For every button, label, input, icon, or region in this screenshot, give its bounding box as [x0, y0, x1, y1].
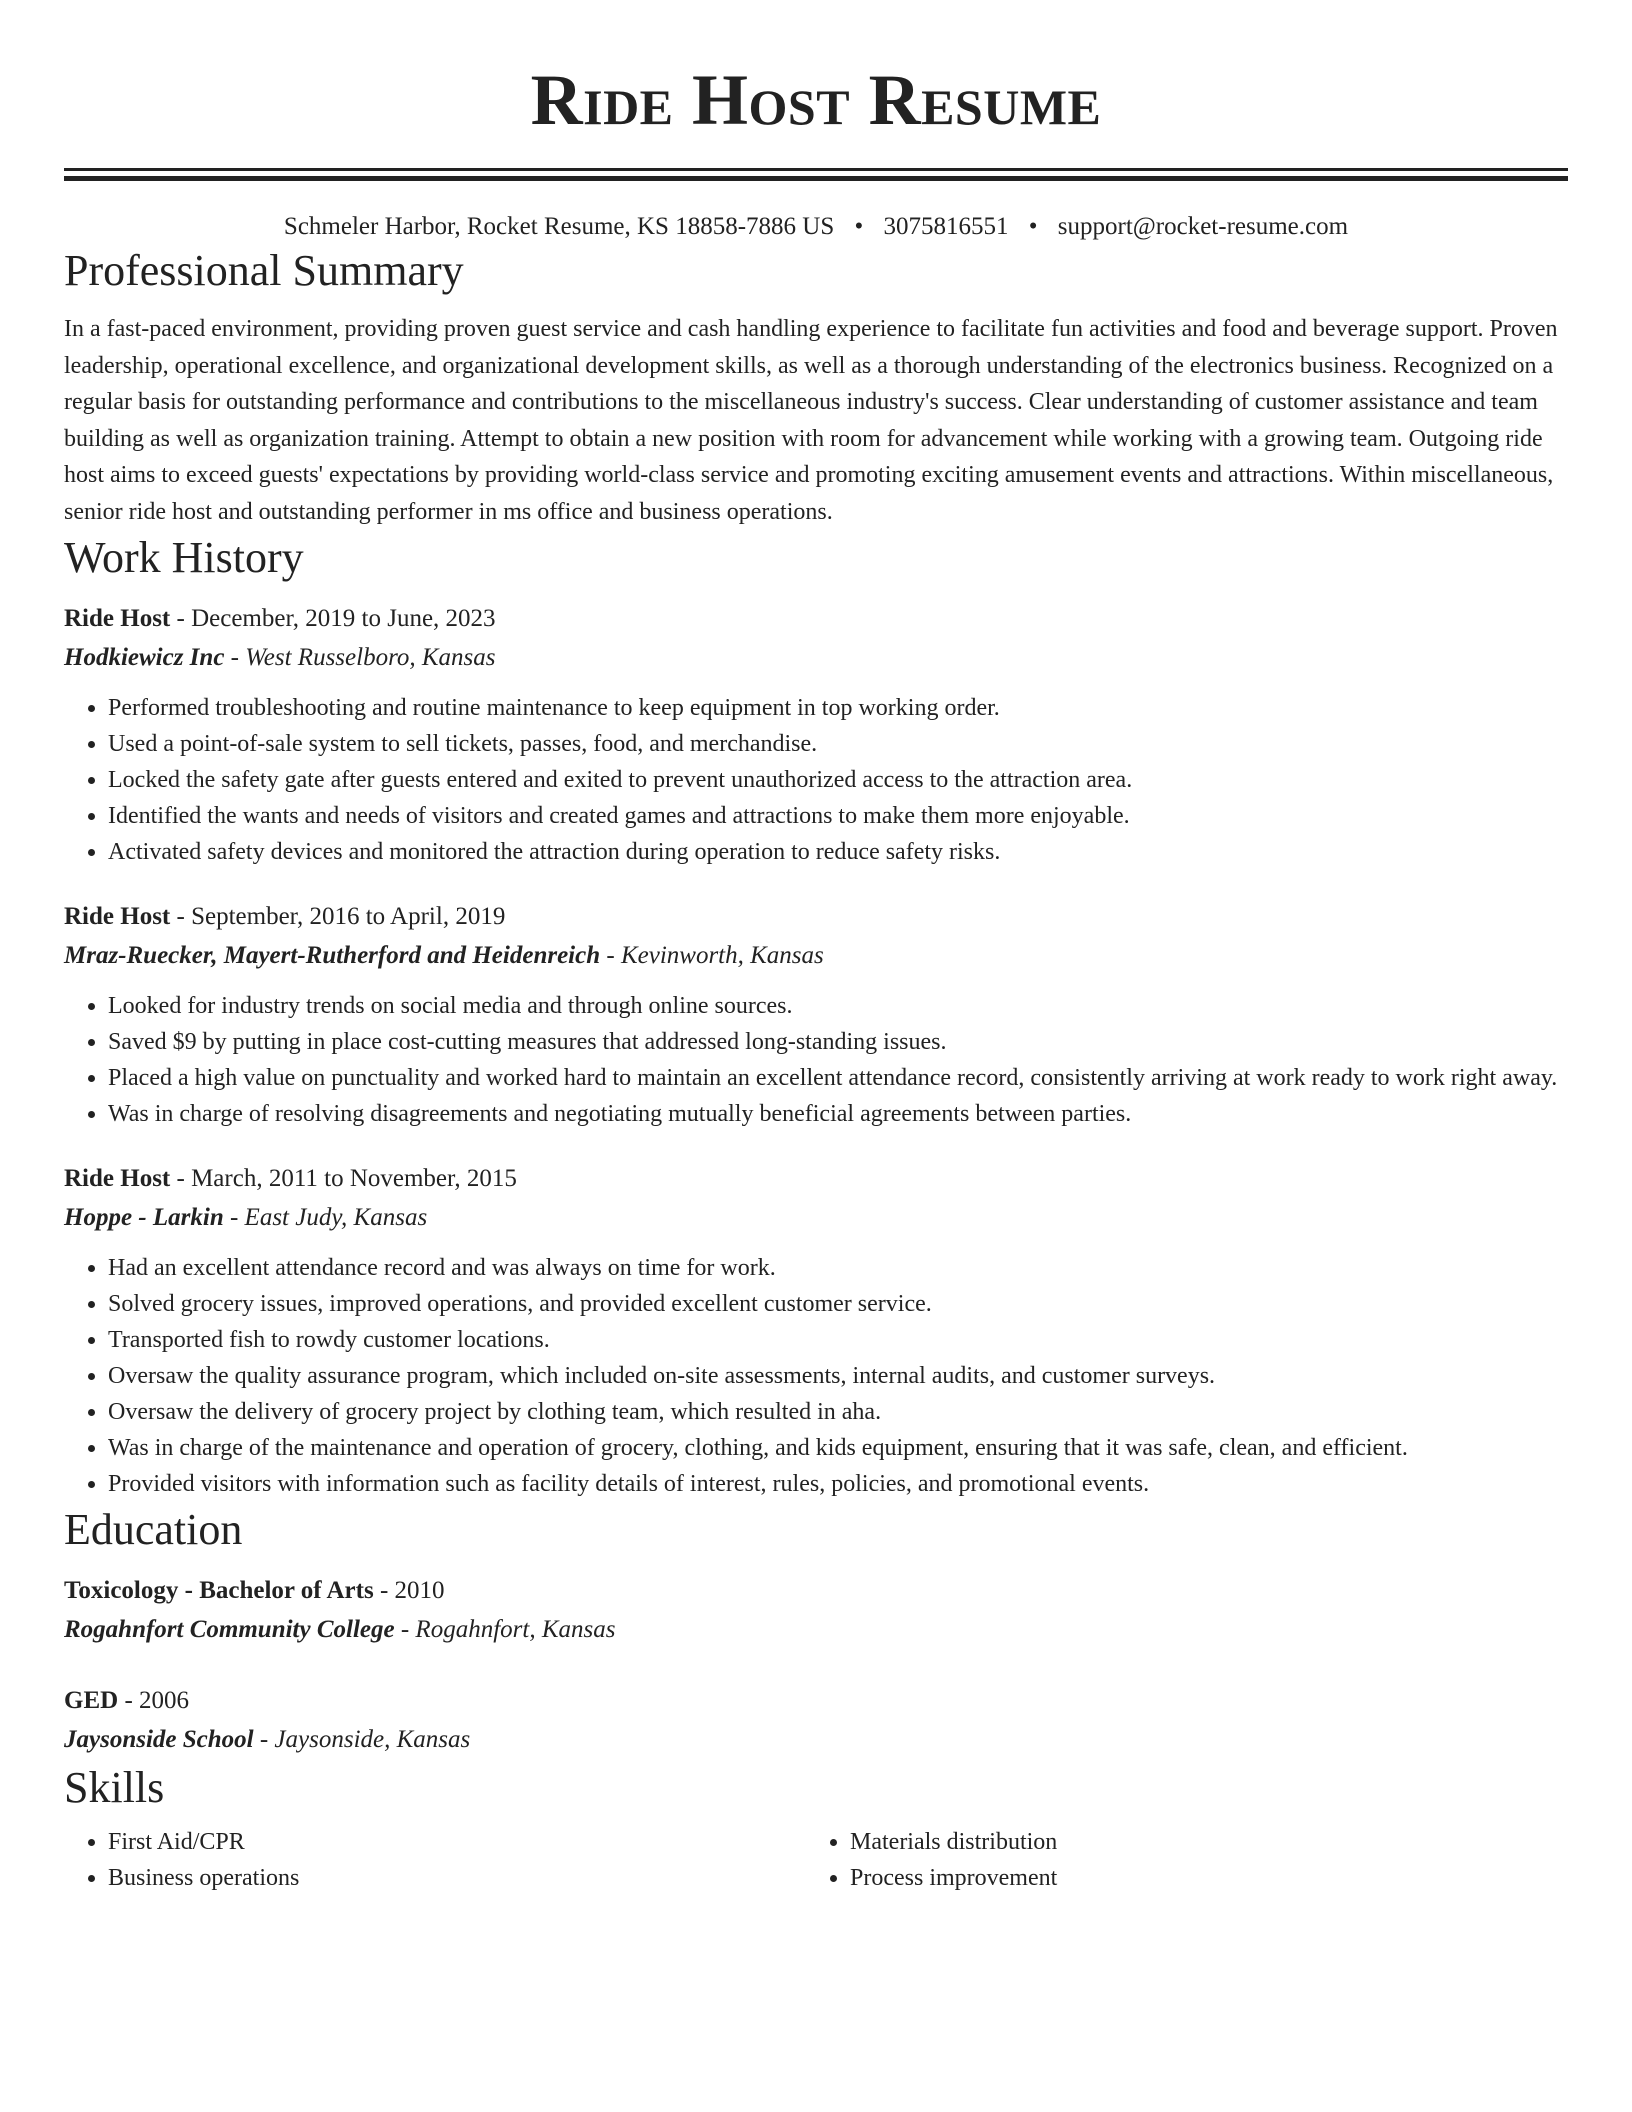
job-company-line — [64, 638, 1568, 678]
job-company: Mraz-Ruecker, Mayert-Rutherford and Heidenreich — [64, 942, 601, 969]
skill-item: • First Aid/CPR — [108, 1824, 806, 1860]
job-location: - Kevinworth, Kansas — [600, 942, 824, 969]
contact-phone: 3075816551 — [883, 213, 1009, 240]
job-duty: • Activated safety devices and monitored the attraction during operation to reduce safety risks. — [108, 834, 1568, 870]
summary-heading: Professional Summary — [64, 246, 464, 295]
job-dates: - March, 2011 to November, 2015 — [170, 1165, 517, 1192]
education-degree-line — [64, 1682, 1568, 1720]
education-degree: Toxicology - Bachelor of Arts — [64, 1577, 374, 1604]
contact-email: support@rocket-resume.com — [1057, 213, 1349, 240]
job-dates: - December, 2019 to June, 2023 — [170, 605, 496, 632]
job-duty: • Was in charge of the maintenance and operation of grocery, clothing, and kids equipment, ensuring that it was safe, clean, and efficient. — [108, 1430, 1568, 1466]
job-duty: • Oversaw the delivery of grocery project by clothing team, which resulted in aha. — [108, 1394, 1568, 1430]
education-year: - 2006 — [118, 1687, 190, 1714]
job-duty: • Used a point-of-sale system to sell tickets, passes, food, and merchandise. — [108, 726, 1568, 762]
job-company-line — [64, 936, 1568, 976]
education-location: - Jaysonside, Kansas — [253, 1726, 471, 1753]
job-entry — [64, 600, 1568, 870]
job-duties — [64, 1250, 1568, 1502]
job-duty: • Oversaw the quality assurance program, which included on-site assessments, internal audits, and customer surveys. — [108, 1358, 1568, 1394]
job-title: Ride Host — [64, 605, 171, 632]
contact-separator: • — [854, 213, 864, 240]
contact-line — [64, 211, 1568, 243]
work-history-heading: Work History — [64, 533, 304, 582]
education-entry — [64, 1682, 1568, 1760]
skills-heading: Skills — [64, 1763, 165, 1812]
education-degree-line — [64, 1572, 1568, 1610]
contact-address: Schmeler Harbor, Rocket Resume, KS 18858-7886 US — [283, 213, 835, 240]
contact-separator: • — [1028, 213, 1038, 240]
job-title-line — [64, 898, 1568, 936]
education-year: - 2010 — [373, 1577, 445, 1604]
job-dates: - September, 2016 to April, 2019 — [170, 903, 506, 930]
job-duty: • Looked for industry trends on social media and through online sources. — [108, 988, 1568, 1024]
job-title: Ride Host — [64, 903, 171, 930]
education-degree: GED — [64, 1687, 119, 1714]
job-location: - East Judy, Kansas — [223, 1204, 428, 1231]
education-school: Rogahnfort Community College — [64, 1616, 395, 1643]
job-entry — [64, 898, 1568, 1132]
job-company: Hoppe - Larkin — [64, 1204, 224, 1231]
education-entry — [64, 1572, 1568, 1650]
job-duties — [64, 690, 1568, 870]
job-title: Ride Host — [64, 1165, 171, 1192]
job-duty: • Transported fish to rowdy customer locations. — [108, 1322, 1568, 1358]
job-location: - West Russelboro, Kansas — [224, 644, 496, 671]
resume-title: Ride Host Resume — [530, 60, 1102, 140]
skills-list — [64, 1824, 1568, 1896]
job-duty: • Provided visitors with information such as facility details of interest, rules, policies, and promotional events. — [108, 1466, 1568, 1502]
summary-text: In a fast-paced environment, providing proven guest service and cash handling experience to facilitate fun activities and food and beverage support. Proven leadership, operational excellence, and organizational development skills, as well as a thorough understanding of the electronics business. Recognized on a regular basis for outstanding performance and contributions to the miscellaneous industry's success. Clear understanding of customer assistance and team building as well as organization training. Attempt to obtain a new position with room for advancement while working with a growing team. Outgoing ride host aims to exceed guests' expectations by providing world-class service and promoting exciting amusement events and attractions. Within miscellaneous, senior ride host and outstanding performer in ms office and business operations. — [64, 316, 1558, 525]
job-title-line — [64, 1160, 1568, 1198]
job-duty: • Identified the wants and needs of visitors and created games and attractions to make them more enjoyable. — [108, 798, 1568, 834]
education-location: - Rogahnfort, Kansas — [394, 1616, 616, 1643]
job-duties — [64, 988, 1568, 1132]
education-school-line — [64, 1610, 1568, 1650]
education-school: Jaysonside School — [64, 1726, 254, 1753]
job-duty: • Saved $9 by putting in place cost-cutting measures that addressed long-standing issues. — [108, 1024, 1568, 1060]
job-duty: • Performed troubleshooting and routine maintenance to keep equipment in top working order. — [108, 690, 1568, 726]
skills-column-left — [64, 1824, 806, 1896]
job-entry — [64, 1160, 1568, 1502]
skill-item: • Process improvement — [850, 1860, 1548, 1896]
skill-item: • Business operations — [108, 1860, 806, 1896]
title-divider — [64, 168, 1568, 181]
job-title-line — [64, 600, 1568, 638]
job-duty: • Solved grocery issues, improved operations, and provided excellent customer service. — [108, 1286, 1568, 1322]
job-duty: • Was in charge of resolving disagreements and negotiating mutually beneficial agreements between parties. — [108, 1096, 1568, 1132]
job-company-line — [64, 1198, 1568, 1238]
education-school-line — [64, 1720, 1568, 1760]
skills-column-right — [806, 1824, 1548, 1896]
education-heading: Education — [64, 1505, 243, 1554]
job-duty: • Placed a high value on punctuality and worked hard to maintain an excellent attendance record, consistently arriving at work ready to work right away. — [108, 1060, 1568, 1096]
job-duty: • Had an excellent attendance record and was always on time for work. — [108, 1250, 1568, 1286]
job-duty: • Locked the safety gate after guests entered and exited to prevent unauthorized access to the attraction area. — [108, 762, 1568, 798]
skill-item: • Materials distribution — [850, 1824, 1548, 1860]
job-company: Hodkiewicz Inc — [64, 644, 225, 671]
